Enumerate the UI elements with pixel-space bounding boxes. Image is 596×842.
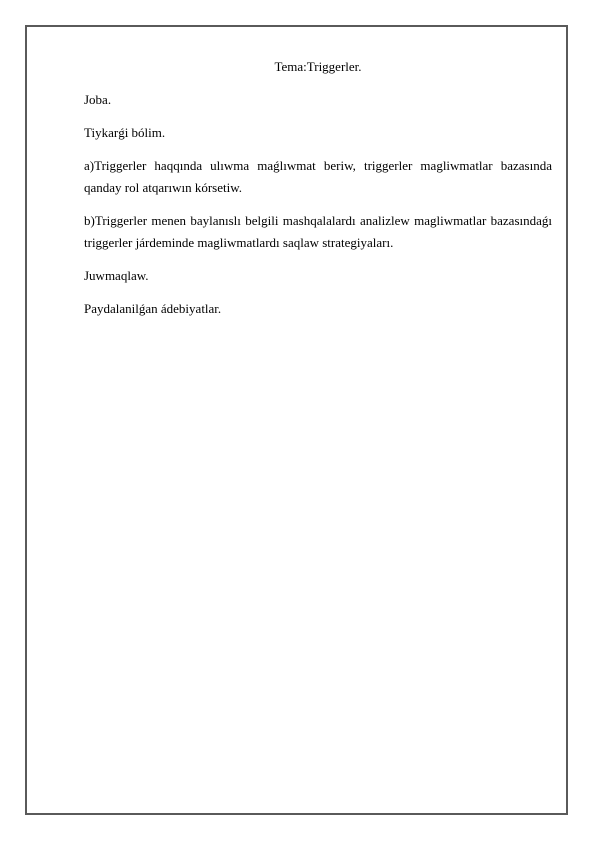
document-title: Tema:Triggerler. [274, 59, 362, 74]
section-b-text: b)Triggerler menen baylanıslı belgili mashqalalardı analizlew magliwmatlar bazasındaǵı triggerler járdeminde magliwmatlardı saqlaw strategiyaları. [84, 213, 552, 250]
plan-heading: Joba. [84, 92, 112, 107]
section-a-text: a)Triggerler haqqında ulıwma maǵlıwmat beriw, triggerler magliwmatlar bazasında qanday rol atqarıwın kórsetiw. [84, 158, 552, 195]
conclusion-heading: Juwmaqlaw. [84, 268, 149, 283]
document-body [84, 56, 552, 331]
references-heading: Paydalanilǵan ádebiyatlar. [84, 301, 222, 316]
main-part-heading: Tiykarǵi bólim. [84, 125, 166, 140]
